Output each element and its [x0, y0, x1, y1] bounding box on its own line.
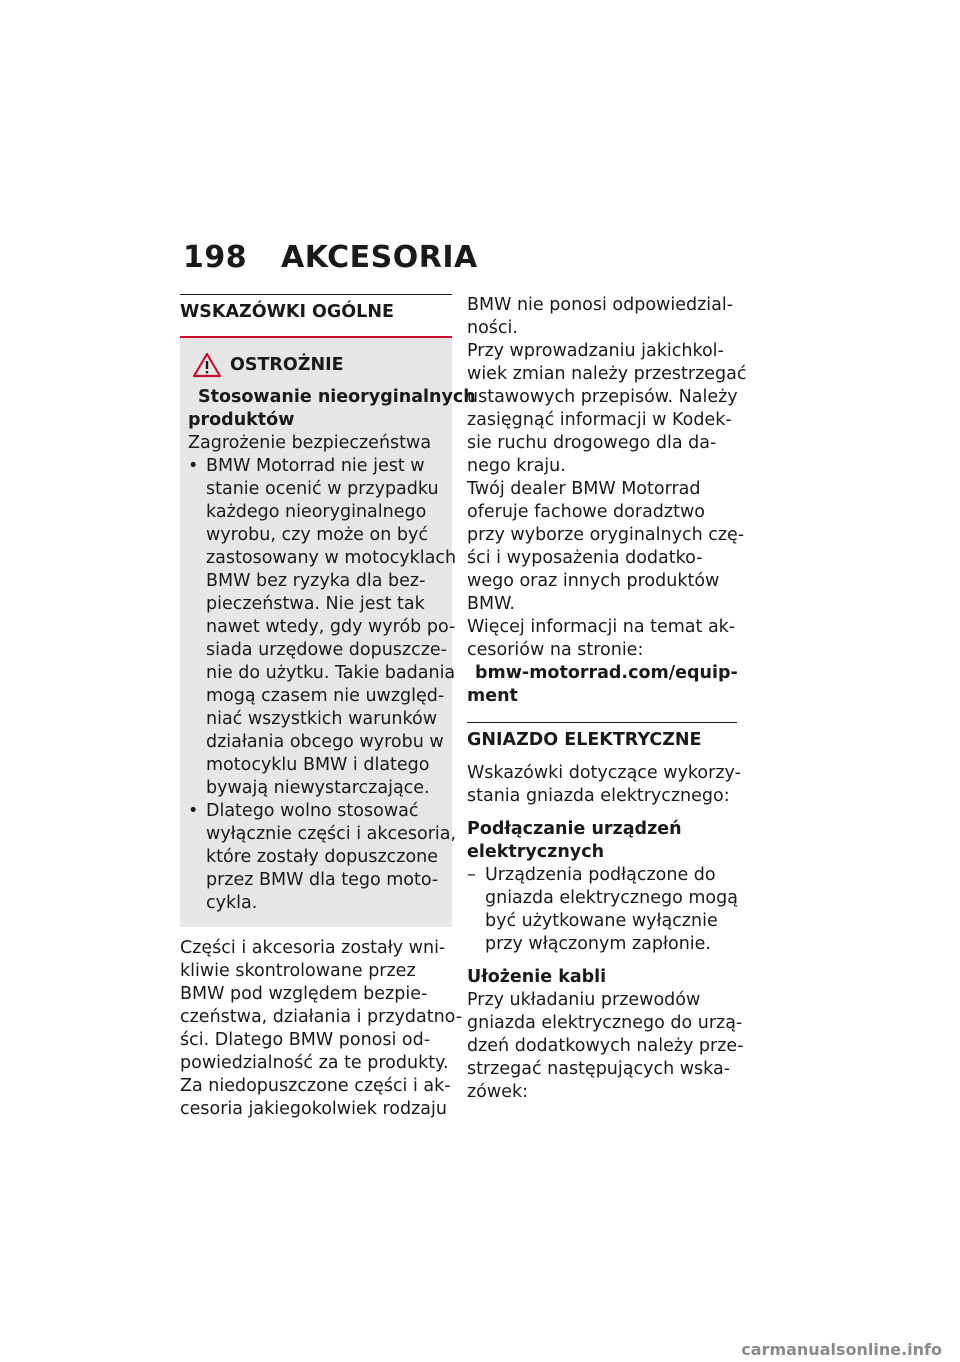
text-line: Przy wprowadzaniu jakichkol- [467, 341, 724, 361]
text-line: elektrycznych [467, 842, 605, 862]
accessories-link[interactable]: ment [467, 686, 518, 706]
text-line: nawet wtedy, gdy wyrób po- [206, 617, 456, 637]
text-line: Za niedopuszczone części i ak- [180, 1076, 451, 1096]
text-line: wyłącznie części i akcesoria, [206, 824, 457, 844]
text-line: BMW bez ryzyka dla bez- [206, 571, 426, 591]
text-line: ści. Dlatego BMW ponosi od- [180, 1030, 431, 1050]
text-line: BMW nie ponosi odpowiedzial- [467, 295, 734, 315]
text-line: Części i akcesoria zostały wni- [180, 938, 446, 958]
bullet-mark: • [188, 801, 199, 821]
text-line: przez BMW dla tego moto- [206, 870, 439, 890]
text-line: Urządzenia podłączone do [485, 865, 716, 885]
left-column [180, 294, 476, 1121]
bullet-text [206, 800, 456, 915]
section-title-socket: GNIAZDO ELEKTRYCZNE [467, 722, 737, 762]
general-paragraph [180, 937, 463, 1121]
text-line: BMW. [467, 594, 515, 614]
bullet-text [206, 455, 456, 800]
accessories-link[interactable]: bmw-motorrad.com/equip- [475, 663, 738, 683]
section-title-general: WSKAZÓWKI OGÓLNE [180, 294, 452, 338]
text-line: ści i wyposażenia dodatko- [467, 548, 703, 568]
text-line: Podłączanie urządzeń [467, 819, 682, 839]
caution-box [180, 338, 476, 927]
cable-routing-text [467, 989, 744, 1104]
text-line: mogą czasem nie uwzględ- [206, 686, 445, 706]
text-line: sie ruchu drogowego dla da- [467, 433, 717, 453]
text-line: zówek: [467, 1082, 529, 1102]
text-line: oferuje fachowe doradztwo [467, 502, 705, 522]
text-line: nego kraju. [467, 456, 566, 476]
subheading-connecting [467, 818, 737, 864]
text-line: wego oraz innych produktów [467, 571, 720, 591]
text-line: niać wszystkich warunków [206, 709, 438, 729]
caution-header [192, 352, 442, 378]
text-line: które zostały dopuszczone [206, 847, 439, 867]
dash-text [485, 864, 738, 956]
text-line: stanie ocenić w przypadku [206, 479, 439, 499]
text-line: Dlatego wolno stosować [206, 801, 419, 821]
text-line: być użytkowane wyłącznie [485, 911, 718, 931]
caution-hazard: Zagrożenie bezpieczeństwa [188, 433, 432, 453]
text-line: przy wyborze oryginalnych czę- [467, 525, 745, 545]
subheading-cable-routing: Ułożenie kabli [467, 967, 607, 987]
text-line: Twój dealer BMW Motorrad [467, 479, 701, 499]
text-line: czeństwa, działania i przydatno- [180, 1007, 463, 1027]
text-line: zastosowany w motocyklach [206, 548, 457, 568]
page-title: AKCESORIA [281, 240, 478, 275]
text-line: ności. [467, 318, 518, 338]
text-line: Wskazówki dotyczące wykorzy- [467, 763, 741, 783]
dash-mark: – [467, 865, 476, 885]
socket-intro [467, 762, 741, 808]
text-line: kliwie skontrolowane przez [180, 961, 416, 981]
text-line: stania gniazda elektrycznego: [467, 786, 730, 806]
text-line: wiek zmian należy przestrzegać [467, 364, 747, 384]
caution-bullet [188, 455, 457, 800]
text-line: przy włączonym zapłonie. [485, 934, 711, 954]
text-line: gniazda elektrycznego mogą [485, 888, 738, 908]
text-line: Więcej informacji na temat ak- [467, 617, 736, 637]
page-number: 198 [183, 240, 248, 275]
text-line: powiedzialność za te produkty. [180, 1053, 449, 1073]
text-line: gniazda elektrycznego do urzą- [467, 1013, 743, 1033]
text-line: ustawowych przepisów. Należy [467, 387, 738, 407]
page-header [183, 240, 743, 275]
text-line: zasięgnąć informacji w Kodek- [467, 410, 732, 430]
caution-heading-line: Stosowanie nieoryginalnych [198, 387, 476, 407]
text-line: nie do użytku. Takie badania [206, 663, 456, 683]
responsibility-paragraph [467, 294, 747, 708]
bullet-mark: • [188, 456, 199, 476]
text-line: dzeń dodatkowych należy prze- [467, 1036, 744, 1056]
text-line: cesoria jakiegokolwiek rodzaju [180, 1099, 447, 1119]
text-line: bywają niewystarczające. [206, 778, 430, 798]
caution-heading-line: produktów [188, 410, 295, 430]
text-line: wyrobu, czy może on być [206, 525, 428, 545]
text-line: BMW Motorrad nie jest w [206, 456, 425, 476]
right-column [467, 294, 747, 1104]
text-line: pieczeństwa. Nie jest tak [206, 594, 425, 614]
text-line: każdego nieoryginalnego [206, 502, 427, 522]
text-line: działania obcego wyrobu w [206, 732, 444, 752]
caution-bullet [188, 800, 457, 915]
text-line: cykla. [206, 893, 258, 913]
text-line: Przy układaniu przewodów [467, 990, 701, 1010]
text-line: strzegać następujących wska- [467, 1059, 731, 1079]
text-line: BMW pod względem bezpie- [180, 984, 428, 1004]
caution-label: OSTROŻNIE [230, 354, 344, 375]
text-line: cesoriów na stronie: [467, 640, 644, 660]
dash-item [467, 864, 737, 956]
text-line: siada urzędowe dopuszcze- [206, 640, 448, 660]
warning-triangle-icon [192, 352, 222, 378]
watermark: carmanualsonline.info [741, 1340, 942, 1359]
text-line: motocyklu BMW i dlatego [206, 755, 430, 775]
